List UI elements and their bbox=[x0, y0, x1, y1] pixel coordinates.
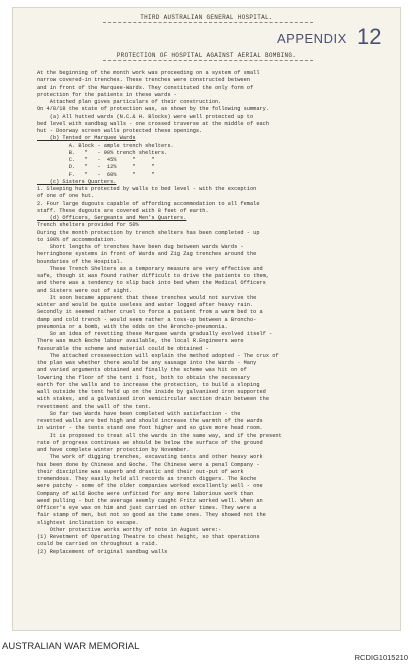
body-line: and in front of the Marquee-Wards. They constituted the only form of bbox=[37, 84, 254, 91]
body-line: The attached crossesection will explain the method adopted - The crux of bbox=[37, 352, 279, 359]
body-line: narrow covered-in trenches. These trenches were constructed between bbox=[37, 77, 250, 84]
body-line: Trench shelters provided for 50% bbox=[37, 222, 139, 229]
body-line: B. " - 90% trench shelters. bbox=[37, 149, 168, 156]
body-line: 2. Four large dugouts capable of affording accommodation to all female bbox=[37, 200, 260, 207]
body-line bbox=[37, 570, 399, 577]
body-line: There was much Boche labour available, the local R.Engineers were bbox=[37, 338, 244, 345]
body-line: So far two Wards have been completed with satisfaction - the bbox=[37, 410, 241, 417]
body-line: Other protective works worthy of note in August were:- bbox=[37, 526, 222, 533]
body-line: D. " - 12% " " bbox=[37, 164, 155, 171]
body-line: (2) Replacement of original sandbag walls bbox=[37, 548, 168, 555]
body-line: protection for the patients in these wards - bbox=[37, 91, 177, 98]
body-line: and have complete winter protection by November. bbox=[37, 447, 190, 453]
title-underline bbox=[103, 60, 313, 61]
body-line: winter and would be quite useless and water logged after heavy rain. bbox=[37, 302, 254, 308]
body-line: These Trench Shelters as a temporary measure are very effective and bbox=[37, 265, 263, 272]
body-line: and varied arguments obtained and finally the scheme was hit on of bbox=[37, 367, 247, 374]
appendix-number: 12 bbox=[357, 24, 382, 49]
body-line: in winter - the tents stand one foot higher and so give more head room. bbox=[37, 425, 263, 432]
body-line: A. Block - ample trench shelters. bbox=[37, 142, 174, 149]
section-heading-tented-wards: (b) Tented or Marquee Wards bbox=[37, 135, 136, 142]
body-line: staff. These dugouts are covered with 8 feet of earth. bbox=[37, 207, 209, 214]
body-line: boundaries of the Hospital. bbox=[37, 258, 123, 265]
body-line bbox=[37, 563, 399, 570]
document-body bbox=[37, 70, 399, 585]
body-line: revetted walls are bed high and should increase the warmth of the wards bbox=[37, 418, 263, 424]
body-line: fair stamp of men, but not so good as the tame ones. They showed not the bbox=[37, 512, 266, 519]
body-line: wall outside the tent held up on the inside by galvanised iron supported bbox=[37, 389, 266, 395]
body-line: and Sisters were out of sight. bbox=[37, 287, 133, 294]
body-line: Secondly it seemed rather cruel to force a patient from a warm bed to a bbox=[37, 309, 263, 316]
heading-underline bbox=[103, 22, 313, 23]
body-line: Short lengths of trenches have been dug between wards Wards - bbox=[37, 244, 244, 250]
section-heading-officers-quarters: (d) Officers, Sergeants and Men's Quarters. bbox=[37, 215, 187, 221]
body-line: with stakes, and a galvanised iron semicircular section drain between the bbox=[37, 396, 270, 403]
body-line: to 100% of accommodation. bbox=[37, 236, 117, 243]
body-line: It is proposed to treat all the wards in the same way, and if the present bbox=[37, 432, 282, 439]
body-line: of one of one hut. bbox=[37, 193, 95, 200]
body-line: and there was a tendency to slip back into bed when the Medical Officers bbox=[37, 280, 266, 287]
body-line bbox=[37, 556, 399, 563]
body-line: were patchy - some of the older companies worked excellently well - one bbox=[37, 483, 263, 490]
body-line: On 4/8/18 the state of protection was, as shown by the following summary. bbox=[37, 106, 270, 113]
body-line: their discipline was superb and drastic and their out-put of work bbox=[37, 468, 244, 475]
body-line: revettment and the wall of the tent. bbox=[37, 403, 152, 410]
body-line: Company of wild Boche were unfitted for any more laborious work than bbox=[37, 490, 254, 497]
body-line: tremendous. They easily held all records as trench diggers. The Boche bbox=[37, 476, 257, 482]
body-line: slightest inclination to escape. bbox=[37, 519, 139, 526]
body-line: hut - Doorway screen walls protected these openings. bbox=[37, 128, 203, 134]
body-line: favourable the scheme and material could be obtained - bbox=[37, 345, 209, 352]
body-line: weed pulling - but the average seemly caught Fritz worked well. When an bbox=[37, 497, 263, 504]
body-line: C. " - 45% " " bbox=[37, 157, 155, 163]
body-line: The work of digging trenches, excavating tents and other heavy work bbox=[37, 454, 263, 461]
body-line: the plan was whether there would be any sausage into the Wards - Many bbox=[37, 360, 257, 366]
appendix-label: APPENDIX bbox=[277, 31, 347, 46]
body-line: At the beginning of the month work was proceeding on a system of small bbox=[37, 70, 260, 76]
body-line: (1) Revetment of Operating Theatre to chest height, so that operations bbox=[37, 534, 260, 540]
body-line: Attached plan gives particulars of their construction. bbox=[37, 99, 222, 105]
body-line: pneumonia or a bomb, with the odds on the Broncho-pneumonia. bbox=[37, 323, 228, 330]
body-line: damp and cold trench - would seem rather a toss-up between a Broncho- bbox=[37, 316, 257, 323]
body-line: herringbone systems in front of Wards and Zig Zag trenches around the bbox=[37, 251, 257, 258]
document-heading: THIRD AUSTRALIAN GENERAL HOSPITAL. bbox=[140, 14, 273, 21]
body-line bbox=[37, 578, 399, 585]
body-line: Officer's eye was on him and just carried on other times. They were a bbox=[37, 505, 257, 511]
document-page bbox=[12, 7, 401, 631]
body-line: F. " - 60% " " bbox=[37, 171, 155, 178]
body-line: earth for the walls and to increase the protection, to build a sloping bbox=[37, 381, 260, 388]
body-line: bed level with sandbag walls - one crossed traverse at the middle of each bbox=[37, 120, 270, 127]
document-title: PROTECTION OF HOSPITAL AGAINST AERIAL BOMBING. bbox=[116, 52, 297, 59]
body-line: (a) All hutted wards (N.C.& H. Blocks) were well protected up to bbox=[37, 113, 254, 120]
section-heading-sisters-quarters: (c) Sisters Quarters. bbox=[37, 178, 117, 185]
body-line: has been done by Chinese and Boche. The Chinese were a penal Company - bbox=[37, 461, 260, 468]
body-line: rate of progress continues we should be below the surface of the ground bbox=[37, 439, 263, 446]
body-line: It soon became apparent that these trenches would not survive the bbox=[37, 294, 257, 301]
body-line: So an idea of revetting these Marquee wards gradually evolved itself - bbox=[37, 331, 273, 337]
body-line: lowering the floor of the tent 1 foot, both to obtain the necessary bbox=[37, 374, 250, 381]
archive-name: AUSTRALIAN WAR MEMORIAL bbox=[2, 641, 140, 652]
body-line: could be carried on throughout a raid. bbox=[37, 541, 158, 548]
archive-reference: RCDIG1015210 bbox=[354, 653, 408, 662]
body-line: safe, though it was found rather difficult to drive the patients to them, bbox=[37, 273, 270, 279]
body-line: 1. Sleeping huts protected by walls to bed level - with the exception bbox=[37, 186, 257, 192]
body-line: During the month protection by trench shelters has been completed - up bbox=[37, 229, 260, 236]
